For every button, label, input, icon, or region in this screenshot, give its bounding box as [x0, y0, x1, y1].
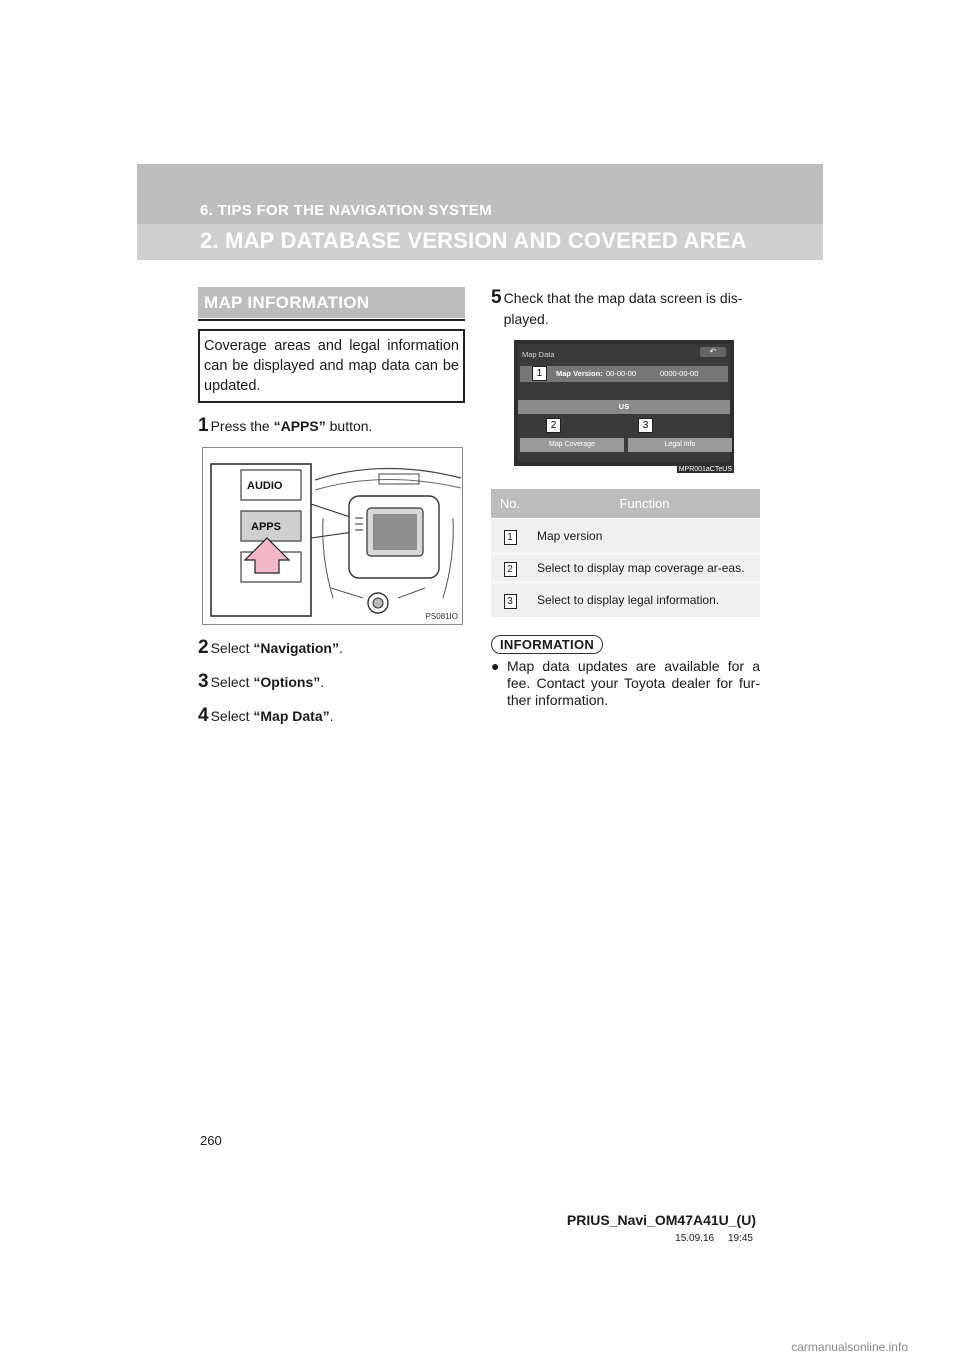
version-value-2: 0000-00-00	[660, 369, 699, 378]
step-keyword: “Options”	[253, 674, 321, 690]
step-text: Select	[210, 674, 254, 690]
step-number: 1	[198, 415, 209, 436]
row-function: Select to display legal information.	[529, 583, 760, 618]
information-block	[491, 635, 760, 709]
table-row	[491, 519, 760, 554]
step-text: Select	[210, 708, 254, 724]
table-row	[491, 554, 760, 583]
step-5	[491, 287, 760, 330]
row-function: Select to display map coverage ar-eas.	[529, 554, 760, 583]
step-text-end: button.	[325, 418, 373, 434]
version-value-1: 00-00-00	[606, 369, 637, 378]
figure-code: PS081IO	[425, 612, 458, 621]
row-number: 2	[504, 562, 517, 577]
map-data-screen	[518, 344, 730, 462]
map-coverage-button[interactable]: Map Coverage	[520, 438, 624, 452]
box-rule	[198, 319, 465, 321]
step-text-end: .	[329, 708, 334, 724]
step-keyword: “Navigation”	[253, 640, 339, 656]
document-id: PRIUS_Navi_OM47A41U_(U)	[566, 1212, 756, 1228]
watermark: carmanualsonline.info	[791, 1340, 908, 1354]
step-number: 4	[198, 705, 209, 726]
function-table	[491, 489, 760, 617]
dashboard-illustration	[203, 448, 462, 624]
information-item	[491, 658, 760, 709]
callout-3: 3	[638, 418, 653, 433]
step-2	[198, 637, 465, 659]
bullet-icon: ●	[491, 658, 500, 674]
callout-1: 1	[532, 366, 547, 381]
row-number-cell	[491, 519, 529, 554]
step-number: 3	[198, 671, 209, 692]
row-number: 3	[504, 594, 517, 609]
left-column	[198, 287, 465, 727]
step-4	[198, 705, 465, 727]
map-data-screen-figure	[514, 340, 734, 473]
row-number: 1	[504, 530, 517, 545]
row-function: Map version	[529, 519, 760, 554]
dashboard-figure	[202, 447, 463, 625]
header-function: Function	[529, 489, 760, 519]
apps-label: APPS	[251, 521, 281, 533]
step-text-end: .	[320, 674, 325, 690]
map-version-bar	[520, 366, 728, 382]
audio-label: AUDIO	[247, 480, 283, 492]
box-heading: MAP INFORMATION	[198, 287, 465, 318]
back-button[interactable]: ↶	[700, 347, 726, 357]
screen-figure-code: MPR001aCTeUS	[678, 466, 732, 473]
step-keyword: “APPS”	[273, 418, 326, 434]
step-text: Press the	[210, 418, 274, 434]
header-no: No.	[491, 489, 529, 519]
callout-2: 2	[546, 418, 561, 433]
step-3	[198, 671, 465, 693]
screen-button-row	[520, 438, 732, 452]
legal-info-button[interactable]: Legal Info	[628, 438, 732, 452]
step-keyword: “Map Data”	[253, 708, 330, 724]
step-number: 2	[198, 637, 209, 658]
chapter-title: 2. MAP DATABASE VERSION AND COVERED AREA	[200, 228, 747, 253]
step-1	[198, 415, 465, 437]
step-text: Check that the map data screen is dis-played.	[503, 290, 743, 327]
intro-text: Coverage areas and legal information can be displayed and map data can be updated.	[198, 329, 465, 403]
information-text: Map data updates are available for a fee. Contact your Toyota dealer for fur-ther information.	[507, 658, 760, 708]
region-bar: US	[518, 400, 730, 414]
version-label: Map Version:	[556, 369, 603, 378]
table-header-row	[491, 489, 760, 519]
screen-title: Map Data	[522, 350, 555, 359]
table-row	[491, 583, 760, 618]
information-label: INFORMATION	[491, 635, 603, 654]
right-column	[491, 287, 760, 709]
screen-frame	[514, 340, 734, 466]
step-text: Select	[210, 640, 254, 656]
page-number: 260	[200, 1133, 222, 1148]
step-text-end: .	[338, 640, 343, 656]
timestamp: 15.09.16 19:45	[675, 1233, 753, 1244]
section-label: 6. TIPS FOR THE NAVIGATION SYSTEM	[200, 202, 492, 219]
row-number-cell	[491, 554, 529, 583]
step-number: 5	[491, 287, 502, 308]
row-number-cell	[491, 583, 529, 618]
